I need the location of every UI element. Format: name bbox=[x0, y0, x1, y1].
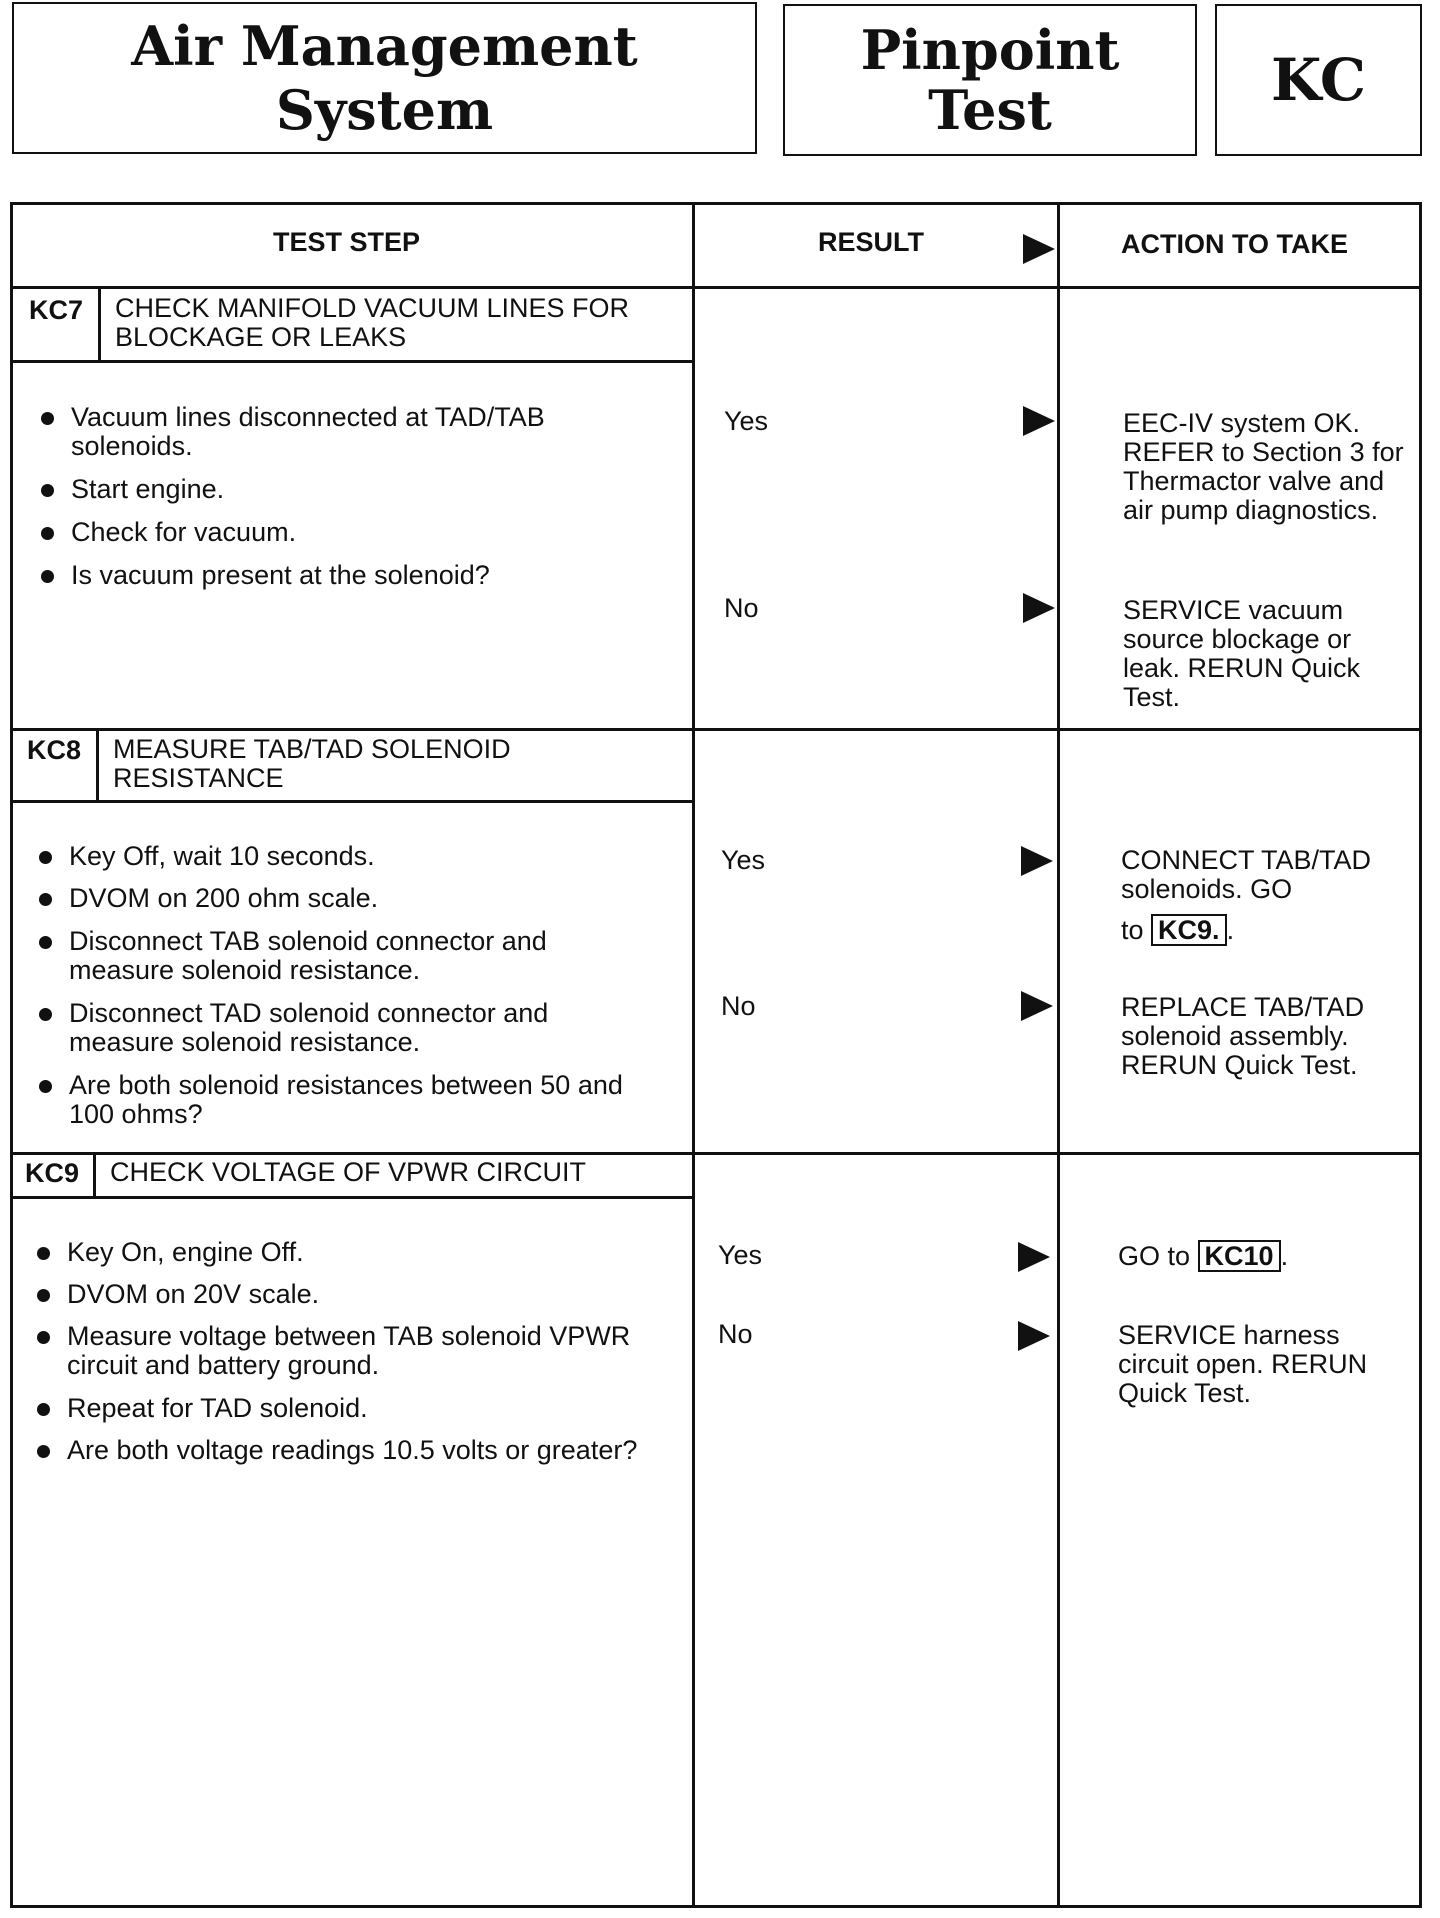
action-period: . bbox=[1226, 915, 1235, 945]
test-type-line2: Test bbox=[928, 78, 1052, 142]
list-item: DVOM on 20V scale. bbox=[37, 1280, 319, 1309]
step-id: KC8 bbox=[27, 735, 82, 765]
action-text: SERVICE harness circuit open. RERUN Quick Test. bbox=[1118, 1320, 1368, 1408]
step-reference-kc9[interactable]: KC9. bbox=[1151, 914, 1227, 946]
row-divider bbox=[13, 728, 1419, 731]
action-text: SERVICE vacuum source blockage or leak. RERUN Quick Test. bbox=[1123, 595, 1361, 712]
action-to-word: to bbox=[1121, 915, 1144, 945]
row-divider bbox=[13, 1152, 1419, 1155]
arrow-right-icon bbox=[1021, 991, 1053, 1021]
list-item: Check for vacuum. bbox=[41, 518, 296, 547]
result-no: No bbox=[718, 1319, 753, 1349]
step-title-divider bbox=[13, 360, 692, 363]
action-period: . bbox=[1280, 1241, 1289, 1271]
column-header-test-step: TEST STEP bbox=[273, 227, 421, 257]
column-header-result: RESULT bbox=[818, 227, 924, 257]
arrow-right-icon bbox=[1023, 234, 1055, 264]
step-id: KC9 bbox=[25, 1158, 80, 1188]
list-item: Key Off, wait 10 seconds. bbox=[39, 842, 375, 871]
list-item: Is vacuum present at the solenoid? bbox=[41, 561, 490, 590]
arrow-right-icon bbox=[1018, 1321, 1050, 1351]
list-item: DVOM on 200 ohm scale. bbox=[39, 884, 378, 913]
arrow-right-icon bbox=[1021, 846, 1053, 876]
result-yes: Yes bbox=[718, 1240, 763, 1270]
action-text: REPLACE TAB/TAD solenoid assembly. RERUN Quick Test. bbox=[1121, 992, 1365, 1080]
step-title: CHECK VOLTAGE OF VPWR CIRCUIT bbox=[110, 1157, 587, 1187]
step-title-divider bbox=[13, 800, 692, 803]
system-title bbox=[12, 2, 757, 154]
action-text: EEC-IV system OK. REFER to Section 3 for Thermactor valve and air pump diagnostics. bbox=[1123, 408, 1404, 525]
arrow-right-icon bbox=[1023, 593, 1055, 623]
list-item: Vacuum lines disconnected at TAD/TAB solenoids. bbox=[41, 403, 671, 461]
step-reference-kc10[interactable]: KC10 bbox=[1198, 1240, 1281, 1272]
system-title-text: Air Management System bbox=[131, 14, 638, 142]
step-id-divider bbox=[93, 1152, 96, 1196]
action-text-main: CONNECT TAB/TAD solenoids. GO bbox=[1121, 845, 1372, 904]
action-text bbox=[1121, 846, 1401, 946]
step-id: KC7 bbox=[29, 295, 84, 325]
pinpoint-test-table bbox=[10, 202, 1422, 1908]
column-divider bbox=[692, 205, 695, 1905]
column-header-action: ACTION TO TAKE bbox=[1121, 229, 1348, 259]
step-title: MEASURE TAB/TAD SOLENOID RESISTANCE bbox=[113, 734, 511, 793]
column-divider bbox=[1057, 205, 1060, 1905]
list-item: Start engine. bbox=[41, 475, 224, 504]
test-code-text: KC bbox=[1270, 46, 1366, 114]
action-text-main: GO to bbox=[1118, 1241, 1191, 1271]
step-title-divider bbox=[13, 1196, 692, 1199]
list-item: Are both voltage readings 10.5 volts or greater? bbox=[37, 1436, 637, 1465]
list-item: Disconnect TAB solenoid connector and measure solenoid resistance. bbox=[39, 927, 629, 985]
list-item: Repeat for TAD solenoid. bbox=[37, 1394, 368, 1423]
list-item: Measure voltage between TAB solenoid VPWR circuit and battery ground. bbox=[37, 1322, 667, 1380]
result-no: No bbox=[721, 991, 756, 1021]
test-code bbox=[1215, 4, 1422, 156]
list-item: Key On, engine Off. bbox=[37, 1238, 304, 1267]
result-yes: Yes bbox=[721, 845, 766, 875]
step-id-divider bbox=[96, 728, 99, 800]
step-id-divider bbox=[98, 286, 101, 360]
test-type-title bbox=[783, 4, 1197, 156]
arrow-right-icon bbox=[1023, 406, 1055, 436]
header-divider bbox=[13, 286, 1419, 289]
arrow-right-icon bbox=[1018, 1242, 1050, 1272]
result-yes: Yes bbox=[724, 406, 769, 436]
step-title: CHECK MANIFOLD VACUUM LINES FOR BLOCKAGE OR LEAKS bbox=[115, 293, 630, 352]
result-no: No bbox=[724, 593, 759, 623]
list-item: Disconnect TAD solenoid connector and measure solenoid resistance. bbox=[39, 999, 629, 1057]
test-type-line1: Pinpoint bbox=[860, 18, 1120, 82]
list-item: Are both solenoid resistances between 50 and 100 ohms? bbox=[39, 1071, 669, 1129]
action-text bbox=[1118, 1240, 1408, 1272]
